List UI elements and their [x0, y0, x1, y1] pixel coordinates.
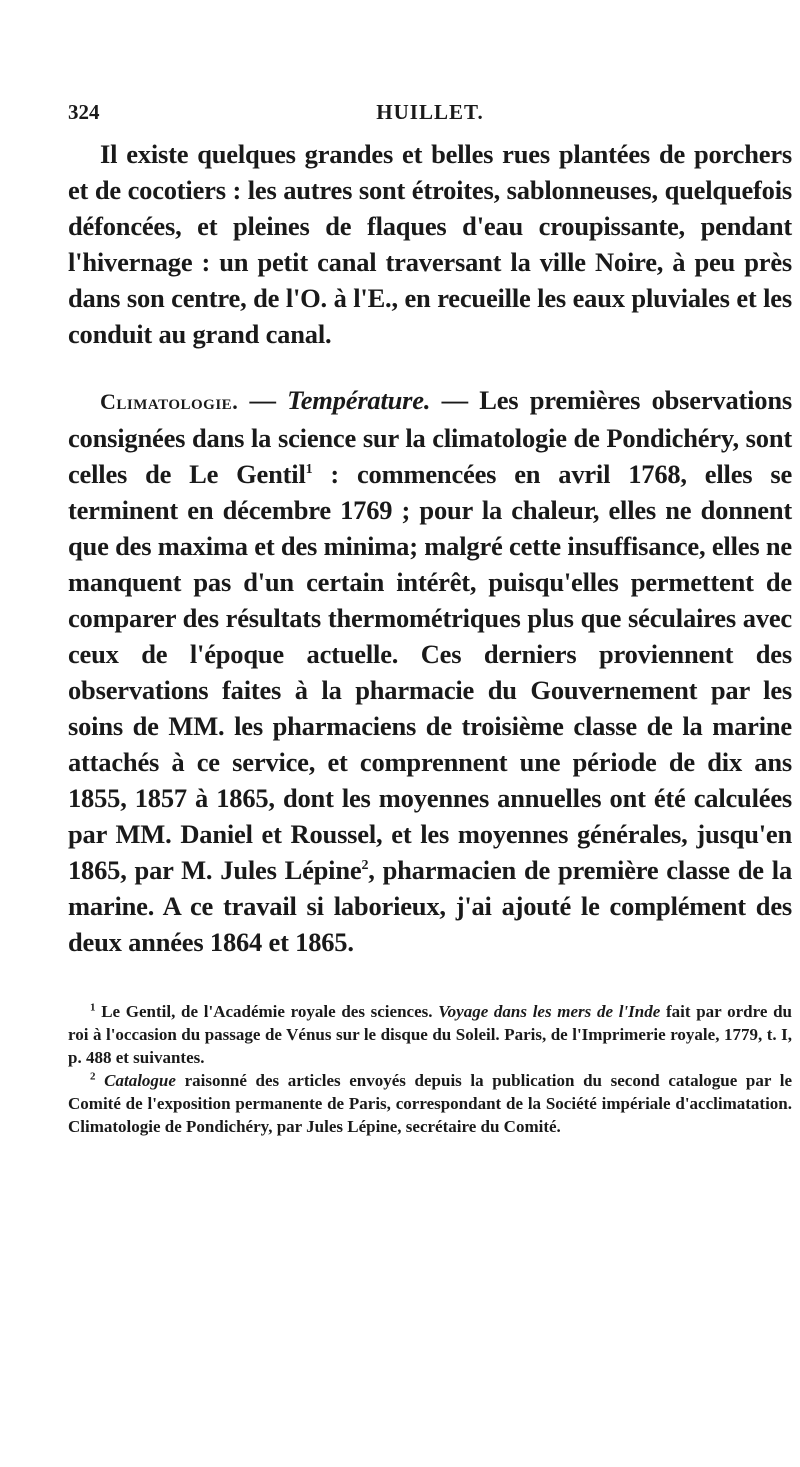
- climatology-text-b: : commencées en avril 1768, elles se terminent en décembre 1769 ; pour la chaleur, elles ne donnent que des maxima et des minima; malgré cette insuffisance, elles ne manquent pas d'un certain intérêt, puisqu'elles permettent de comparer des résultats thermométriques plus que séculaires avec ceux de l'époque actuelle. Ces derniers proviennent des observations faites à la pharmacie du Gouvernement par les soins de MM. les pharmaciens de troisième classe de la marine attachés à ce service, et comprennent une période de dix ans 1855, 1857 à 1865, dont les moyennes annuelles ont été calculées par MM. Daniel et Roussel, et les moyennes générales, jusqu'en 1865, par M. Jules Lépine: [68, 459, 793, 885]
- paragraph-streets-text: Il existe quelques grandes et belles rues plantées de porchers et de cocotiers : les autres sont étroites, sablonneuses, quelquefois défoncées, et pleines de flaques d'eau croupissante, pendant l'hivernage : un petit canal traversant la ville Noire, à peu près dans son centre, de l'O. à l'E., en recueille les eaux pluviales et les conduit au grand canal.: [68, 139, 792, 349]
- footnote-1: [68, 1000, 792, 1069]
- page: [68, 100, 792, 1138]
- footnote-1-text-b: fait par ordre du roi à l'occasion du passage de Vénus sur le disque du Soleil. Paris, de l'Imprimerie royale, 1779, t. I, p. 488 et suivantes.: [68, 1002, 792, 1067]
- topic-heading: Température.: [287, 385, 431, 415]
- running-head: HUILLET.: [376, 100, 484, 124]
- paragraph-streets: [68, 136, 792, 352]
- footnote-2: [68, 1069, 792, 1138]
- footnote-2-text: raisonné des articles envoyés depuis la publication du second catalogue par le Comité de l'exposition permanente de Paris, correspondant de la Société impériale d'acclimatation. Climatologie de Pondichéry, par Jules Lépine, secrétaire du Comité.: [68, 1071, 793, 1136]
- climatology-text-c: , pharmacien de première classe de la marine. A ce travail si laborieux, j'ai ajouté le complément des deux années 1864 et 1865.: [68, 855, 792, 957]
- heading-dash: —: [238, 385, 288, 415]
- footnote-2-title: Catalogue: [104, 1071, 176, 1090]
- paragraph-climatology: [68, 382, 792, 960]
- climatology-text-a: — Les premières observations consignées dans la science sur la climatologie de Pondichéry, sont celles de Le Gentil: [68, 385, 792, 489]
- footnote-1-text-a: Le Gentil, de l'Académie royale des sciences.: [95, 1002, 439, 1021]
- page-header: [68, 100, 792, 136]
- footnote-ref-1: 1: [305, 462, 313, 478]
- footnote-mark-2: 2: [90, 1070, 96, 1083]
- page-number: 324: [68, 100, 100, 124]
- footnote-1-title: Voyage dans les mers de l'Inde: [438, 1002, 661, 1021]
- footnote-ref-2: 2: [361, 858, 369, 874]
- footnotes: [68, 1000, 792, 1138]
- section-heading: Climatologie.: [100, 389, 239, 414]
- footnote-mark-1: 1: [90, 1001, 96, 1014]
